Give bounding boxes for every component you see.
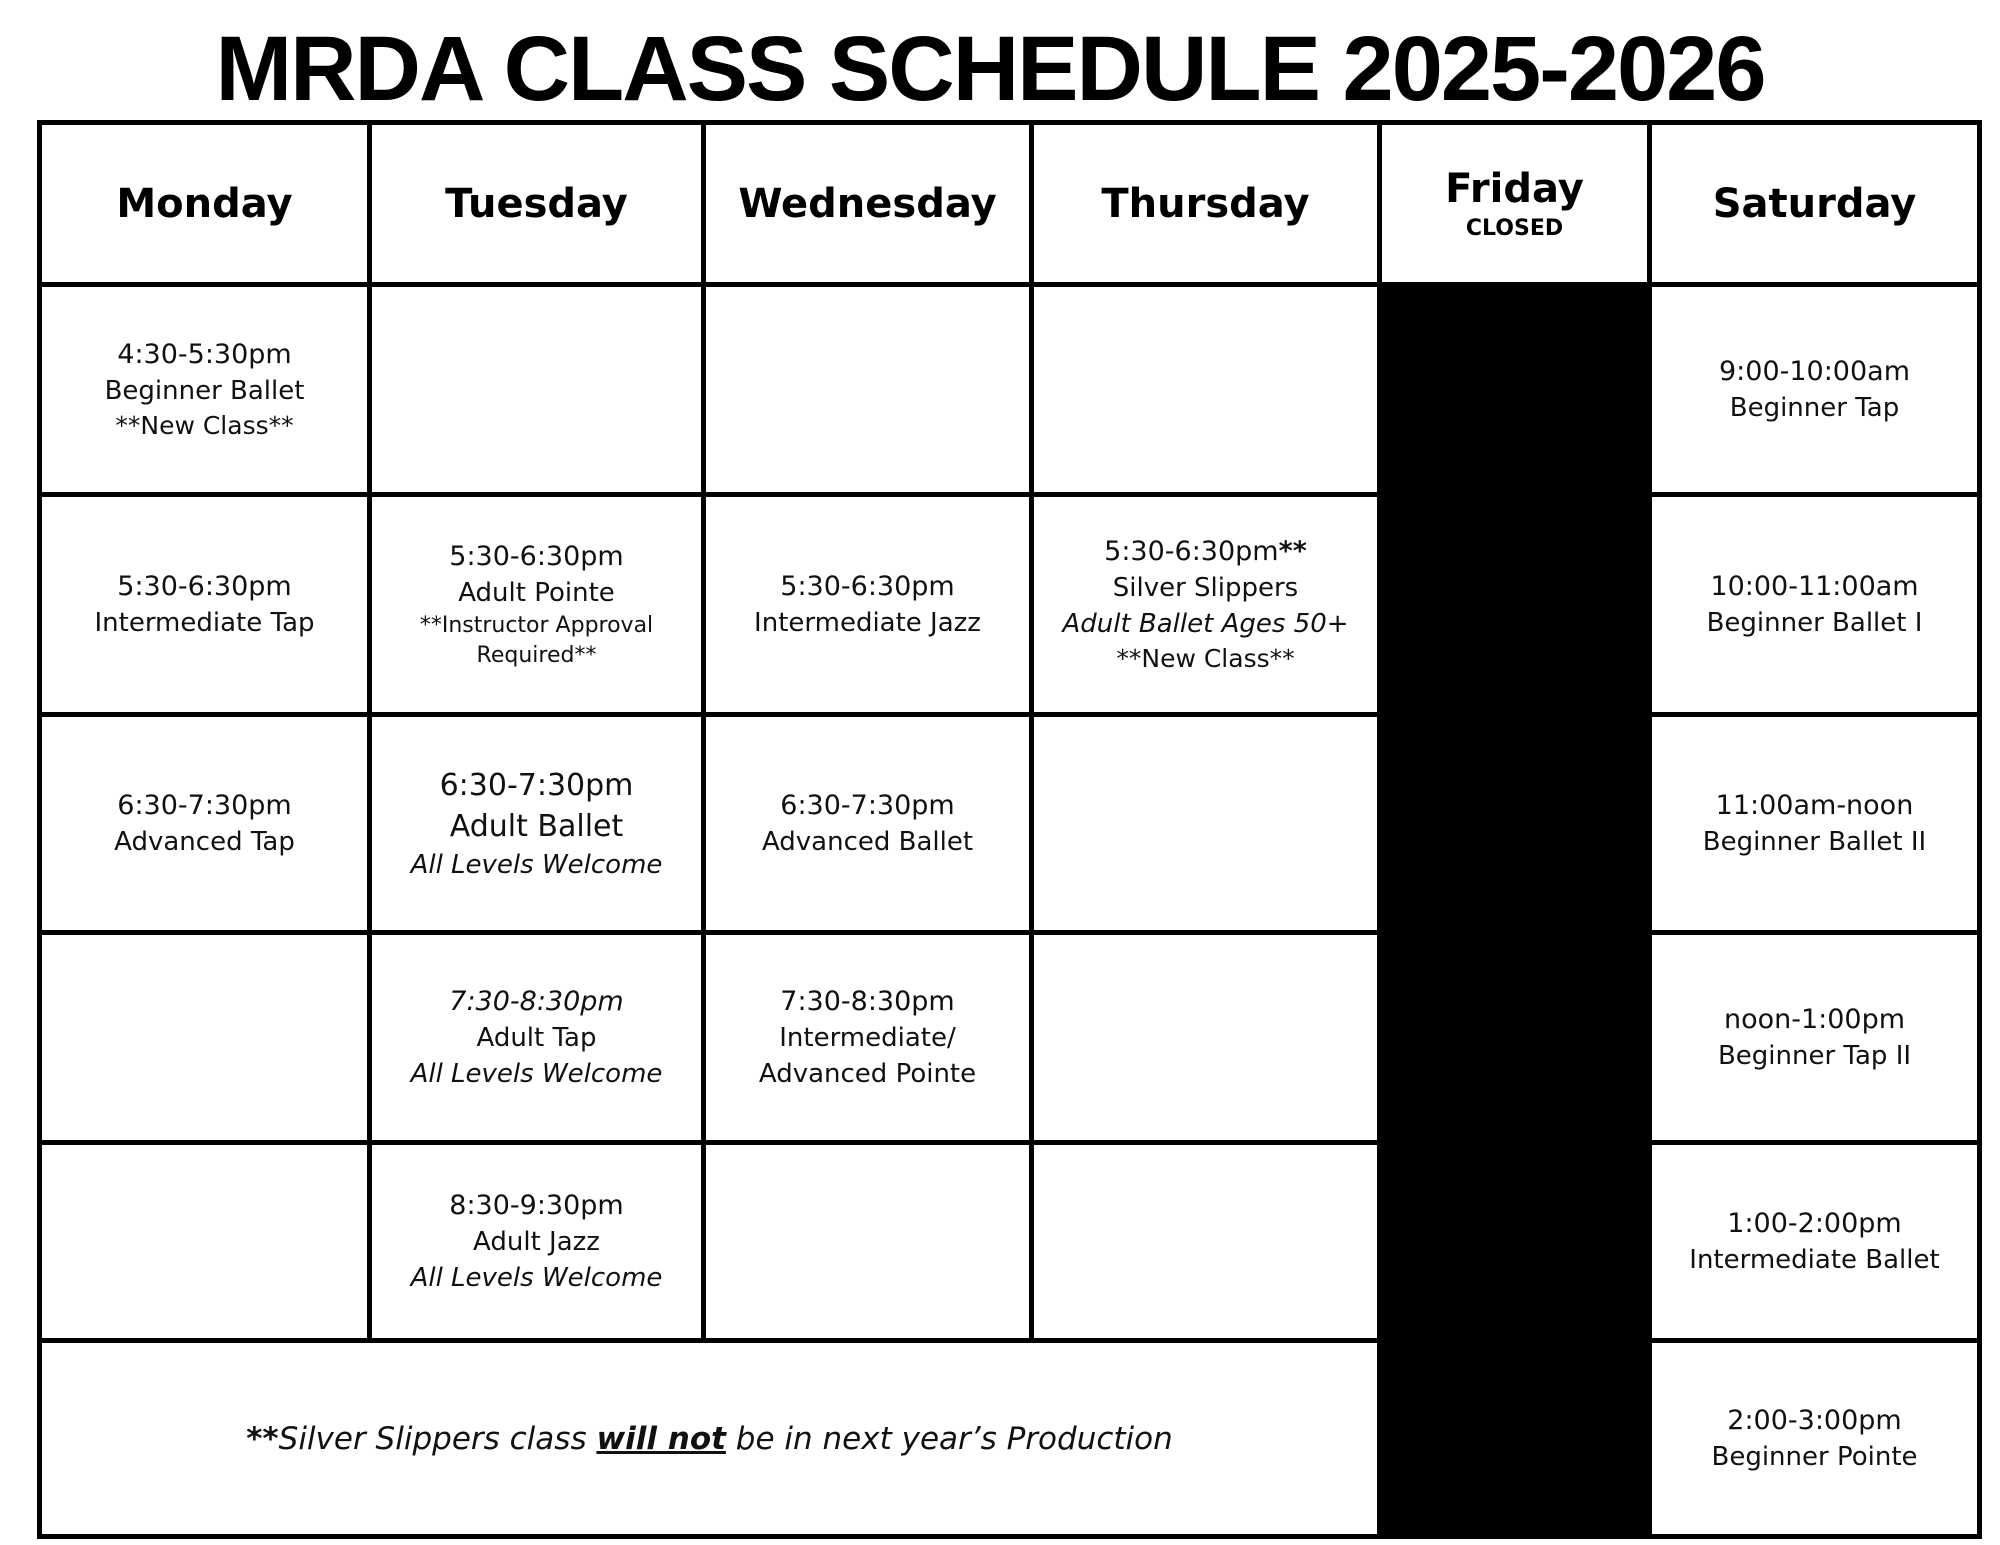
class-time: 9:00-10:00am [1718, 356, 1911, 387]
class-cell-saturday-3 [1650, 715, 1980, 933]
schedule-row [40, 285, 1980, 495]
class-cell-saturday-6 [1650, 1341, 1980, 1537]
class-time: 11:00am-noon [1715, 790, 1914, 821]
empty-cell [40, 933, 370, 1143]
friday-label: Friday [1445, 166, 1584, 212]
day-header-thursday: Thursday [1032, 123, 1380, 285]
class-time [1040, 533, 1371, 570]
class-name: Beginner Tap II [1717, 1041, 1912, 1071]
class-cell-saturday-4 [1650, 933, 1980, 1143]
class-name: Adult Tap [476, 1023, 597, 1053]
class-cell-monday-1 [40, 285, 370, 495]
header-row [40, 123, 1980, 285]
class-time: 5:30-6:30pm [117, 571, 292, 602]
class-time: 8:30-9:30pm [449, 1190, 624, 1221]
day-header-friday [1380, 123, 1650, 285]
class-cell-saturday-5 [1650, 1143, 1980, 1341]
empty-cell [1032, 715, 1380, 933]
class-cell-tuesday-1 [370, 495, 704, 715]
footnote-cell [40, 1341, 1380, 1537]
footnote [246, 1421, 1173, 1457]
day-header-monday: Monday [40, 123, 370, 285]
class-cell-wednesday-2 [704, 715, 1032, 933]
class-name: Advanced Ballet [761, 827, 974, 857]
empty-cell [40, 1143, 370, 1341]
class-name: Beginner Pointe [1711, 1442, 1918, 1472]
class-note: **Instructor Approval Required** [419, 613, 654, 668]
class-time: 1:00-2:00pm [1727, 1208, 1902, 1239]
empty-cell [704, 285, 1032, 495]
class-name: Intermediate/ [779, 1023, 956, 1053]
footnote-marker: ** [1278, 536, 1307, 567]
class-name-2: Advanced Pointe [758, 1059, 977, 1089]
empty-cell [1032, 285, 1380, 495]
class-time-text: 5:30-6:30pm [1104, 536, 1279, 567]
class-time: 6:30-7:30pm [780, 790, 955, 821]
class-time: noon-1:00pm [1723, 1004, 1906, 1035]
class-note: All Levels Welcome [410, 1059, 663, 1089]
class-note: Adult Ballet Ages 50+ [1062, 609, 1349, 639]
page-title: MRDA CLASS SCHEDULE 2025-2026 [215, 18, 1765, 120]
day-header-saturday: Saturday [1650, 123, 1980, 285]
empty-cell [1032, 933, 1380, 1143]
day-header-wednesday: Wednesday [704, 123, 1032, 285]
class-name: Adult Ballet [449, 808, 624, 844]
schedule-row [40, 1143, 1980, 1341]
class-cell-monday-3 [40, 715, 370, 933]
class-time: 2:00-3:00pm [1727, 1405, 1902, 1436]
class-note-new: **New Class** [1116, 644, 1295, 673]
class-name: Beginner Tap [1729, 393, 1900, 423]
class-cell-saturday-2 [1650, 495, 1980, 715]
friday-closed-column [1380, 285, 1650, 1537]
class-cell-tuesday-2 [370, 715, 704, 933]
class-note: **New Class** [115, 411, 294, 440]
class-time: 10:00-11:00am [1710, 571, 1919, 602]
class-name: Intermediate Jazz [754, 608, 981, 638]
class-name: Intermediate Ballet [1689, 1245, 1940, 1275]
footnote-text-start: Silver Slippers class [278, 1420, 597, 1457]
footnote-emphasis: will not [596, 1420, 726, 1457]
class-time: 6:30-7:30pm [117, 790, 292, 821]
schedule-row [40, 1341, 1980, 1537]
schedule-table [37, 120, 1982, 1539]
class-name: Adult Pointe [458, 578, 615, 608]
class-cell-wednesday-1 [704, 495, 1032, 715]
class-name: Intermediate Tap [94, 608, 315, 638]
class-cell-monday-2 [40, 495, 370, 715]
empty-cell [704, 1143, 1032, 1341]
class-name: Beginner Ballet [104, 376, 305, 406]
class-time: 5:30-6:30pm [780, 571, 955, 602]
class-name: Advanced Tap [114, 827, 295, 857]
day-header-tuesday: Tuesday [370, 123, 704, 285]
class-time: 6:30-7:30pm [439, 767, 634, 803]
schedule-row [40, 495, 1980, 715]
class-cell-wednesday-3 [704, 933, 1032, 1143]
class-cell-saturday-1 [1650, 285, 1980, 495]
class-note: All Levels Welcome [410, 849, 663, 880]
class-name: Beginner Ballet II [1702, 827, 1927, 857]
empty-cell [370, 285, 704, 495]
class-cell-tuesday-4 [370, 1143, 704, 1341]
friday-closed-label: CLOSED [1465, 216, 1564, 241]
schedule-row [40, 715, 1980, 933]
schedule-row [40, 933, 1980, 1143]
class-note: All Levels Welcome [410, 1263, 663, 1293]
footnote-marker: ** [246, 1420, 279, 1457]
class-name: Adult Jazz [473, 1227, 600, 1257]
class-cell-tuesday-3 [370, 933, 704, 1143]
class-cell-thursday-1 [1032, 495, 1380, 715]
class-time: 7:30-8:30pm [780, 986, 955, 1017]
empty-cell [1032, 1143, 1380, 1341]
class-time: 5:30-6:30pm [449, 541, 624, 572]
class-name: Silver Slippers [1112, 573, 1299, 603]
footnote-text-end: be in next year’s Production [725, 1420, 1173, 1457]
class-name: Beginner Ballet I [1706, 608, 1923, 638]
class-time: 4:30-5:30pm [117, 339, 292, 370]
class-time: 7:30-8:30pm [449, 986, 624, 1017]
